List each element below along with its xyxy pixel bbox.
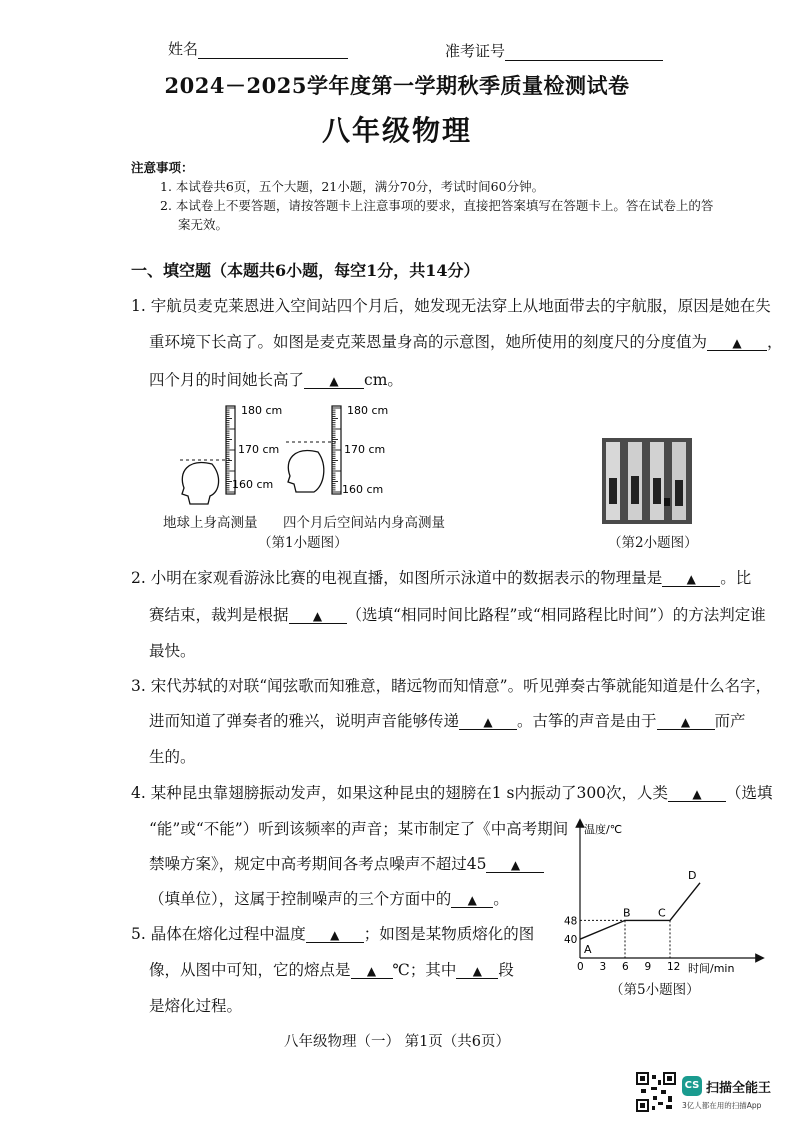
point-label-a: A <box>584 943 592 957</box>
exam-id-field <box>445 40 663 61</box>
name-label: 姓名 <box>168 40 199 58</box>
answer-blank: ▲ <box>668 787 726 802</box>
y-tick-label: 40 <box>564 934 578 947</box>
q5-line1: 5. 晶体在熔化过程中温度 ▲ ；如图是某物质熔化的图 <box>131 925 535 943</box>
ruler-right-bottom-label: 160 cm <box>342 483 384 496</box>
y-axis-label: 温度/℃ <box>584 823 623 836</box>
ruler-left-mid-label: 170 cm <box>238 443 280 456</box>
q5-line2: 像，从图中可知，它的熔点是 ▲ ℃；其中 ▲ 段 <box>149 961 514 979</box>
note-item-3: 案无效。 <box>178 217 229 232</box>
page-footer: 八年级物理（一） 第1页（共6页） <box>283 1034 511 1050</box>
fig2-caption: （第2小题图） <box>608 535 698 551</box>
answer-blank: ▲ <box>707 336 767 351</box>
y-tick-label: 48 <box>564 915 578 928</box>
q3-line2: 进而知道了弹奏者的雅兴，说明声音能够传递 ▲ 。古筝的声音是由于 ▲ 而产 <box>149 712 746 730</box>
answer-blank: ▲ <box>486 858 544 873</box>
head-silhouette-right <box>288 451 324 492</box>
scanner-logo: CS <box>682 1076 702 1096</box>
answer-blank: ▲ <box>456 964 498 979</box>
q5-line3: 是熔化过程。 <box>149 997 243 1015</box>
lane-data-box <box>675 480 683 506</box>
answer-blank: ▲ <box>657 715 715 730</box>
answer-blank: ▲ <box>351 964 393 979</box>
point-label-d: D <box>688 868 697 882</box>
x-tick-label: 6 <box>622 961 629 973</box>
answer-blank: ▲ <box>459 715 517 730</box>
q3-line3: 生的。 <box>149 748 196 766</box>
answer-blank: ▲ <box>451 893 493 908</box>
lane-data-box <box>653 478 661 504</box>
q4-line3: 禁噪方案》，规定中高考期间各考点噪声不超过45 ▲ <box>149 846 544 882</box>
scanner-app-name: 扫描全能王 <box>706 1081 772 1096</box>
head-silhouette-left <box>182 463 219 504</box>
answer-blank: ▲ <box>662 572 720 587</box>
exam-id-line <box>505 60 663 61</box>
notes-heading: 注意事项： <box>131 160 194 175</box>
point-label-b: B <box>623 906 631 920</box>
answer-blank: ▲ <box>306 928 364 943</box>
q4-line2: “能”或“不能”）听到该频率的声音；某市制定了《中高考期间 <box>149 820 569 838</box>
exam-id-label: 准考证号 <box>445 42 506 60</box>
x-tick-label: 0 <box>577 961 584 973</box>
q3-line1: 3. 宋代苏轼的对联“闻弦歌而知雅意，睹远物而知情意”。听见弹奏古筝就能知道是什么名字， <box>131 677 772 695</box>
flag-mark <box>664 498 670 506</box>
height-measurement-figure <box>160 398 460 506</box>
name-field <box>168 38 348 59</box>
q2-line3: 最快。 <box>149 642 196 660</box>
x-tick-label: 3 <box>599 961 607 973</box>
x-tick-label: 12 <box>667 961 681 973</box>
q1-line3: 四个月的时间她长高了 ▲ cm。 <box>149 371 403 389</box>
q2-line1: 2. 小明在家观看游泳比赛的电视直播，如图所示泳道中的数据表示的物理量是 ▲ 。比 <box>131 569 752 587</box>
melting-curve-chart <box>560 815 770 980</box>
scanner-tagline: 3亿人都在用的扫描App <box>682 1101 762 1110</box>
swimming-lane-photo <box>602 438 692 524</box>
point-label-c: C <box>658 906 666 920</box>
fig5-caption: （第5小题图） <box>610 982 700 998</box>
melting-curve <box>580 883 700 939</box>
answer-blank: ▲ <box>289 609 347 624</box>
q4-line4: （填单位），这属于控制噪声的三个方面中的 ▲ 。 <box>149 890 509 908</box>
x-tick-label: 9 <box>644 961 652 973</box>
fig1-label-right: 四个月后空间站内身高测量 <box>283 515 445 531</box>
q1-line1: 1. 宇航员麦克莱恩进入空间站四个月后，她发现无法穿上从地面带去的宇航服，原因是她在失 <box>131 297 771 315</box>
lane-data-box <box>609 478 617 504</box>
x-axis-label: 时间/min <box>688 962 735 975</box>
section-heading: 一、填空题（本题共6小题，每空1分，共14分） <box>131 261 480 280</box>
note-item-2: 2. 本试卷上不要答题，请按答题卡上注意事项的要求，直接把答案填写在答题卡上。答在试卷上的答 <box>160 198 714 213</box>
q2-line2: 赛结束，裁判是根据 ▲ （选填“相同时间比路程”或“相同路程比时间”）的方法判定谁 <box>149 606 766 624</box>
fig1-caption: （第1小题图） <box>258 535 348 551</box>
subject-title: 八年级物理 <box>321 114 472 147</box>
answer-blank: ▲ <box>304 374 364 389</box>
ruler-left-top-label: 180 cm <box>241 404 283 417</box>
note-item-1: 1. 本试卷共6页，五个大题，21小题，满分70分，考试时间60分钟。 <box>160 179 545 194</box>
ruler-right-mid-label: 170 cm <box>344 443 386 456</box>
qr-code <box>636 1072 676 1112</box>
lane-data-box <box>631 476 639 504</box>
q1-line2: 重环境下长高了。如图是麦克莱恩量身高的示意图，她所使用的刻度尺的分度值为 ▲ ， <box>149 333 783 351</box>
ruler-left-bottom-label: 160 cm <box>232 478 274 491</box>
q4-line1: 4. 某种昆虫靠翅膀振动发声，如果这种昆虫的翅膀在1 s内振动了300次，人类 ▲ （选填 <box>131 784 773 802</box>
ruler-right-top-label: 180 cm <box>347 404 389 417</box>
name-line <box>198 58 348 59</box>
exam-title: 2024－2025学年度第一学期秋季质量检测试卷 <box>164 73 630 98</box>
fig1-label-left: 地球上身高测量 <box>163 515 258 531</box>
